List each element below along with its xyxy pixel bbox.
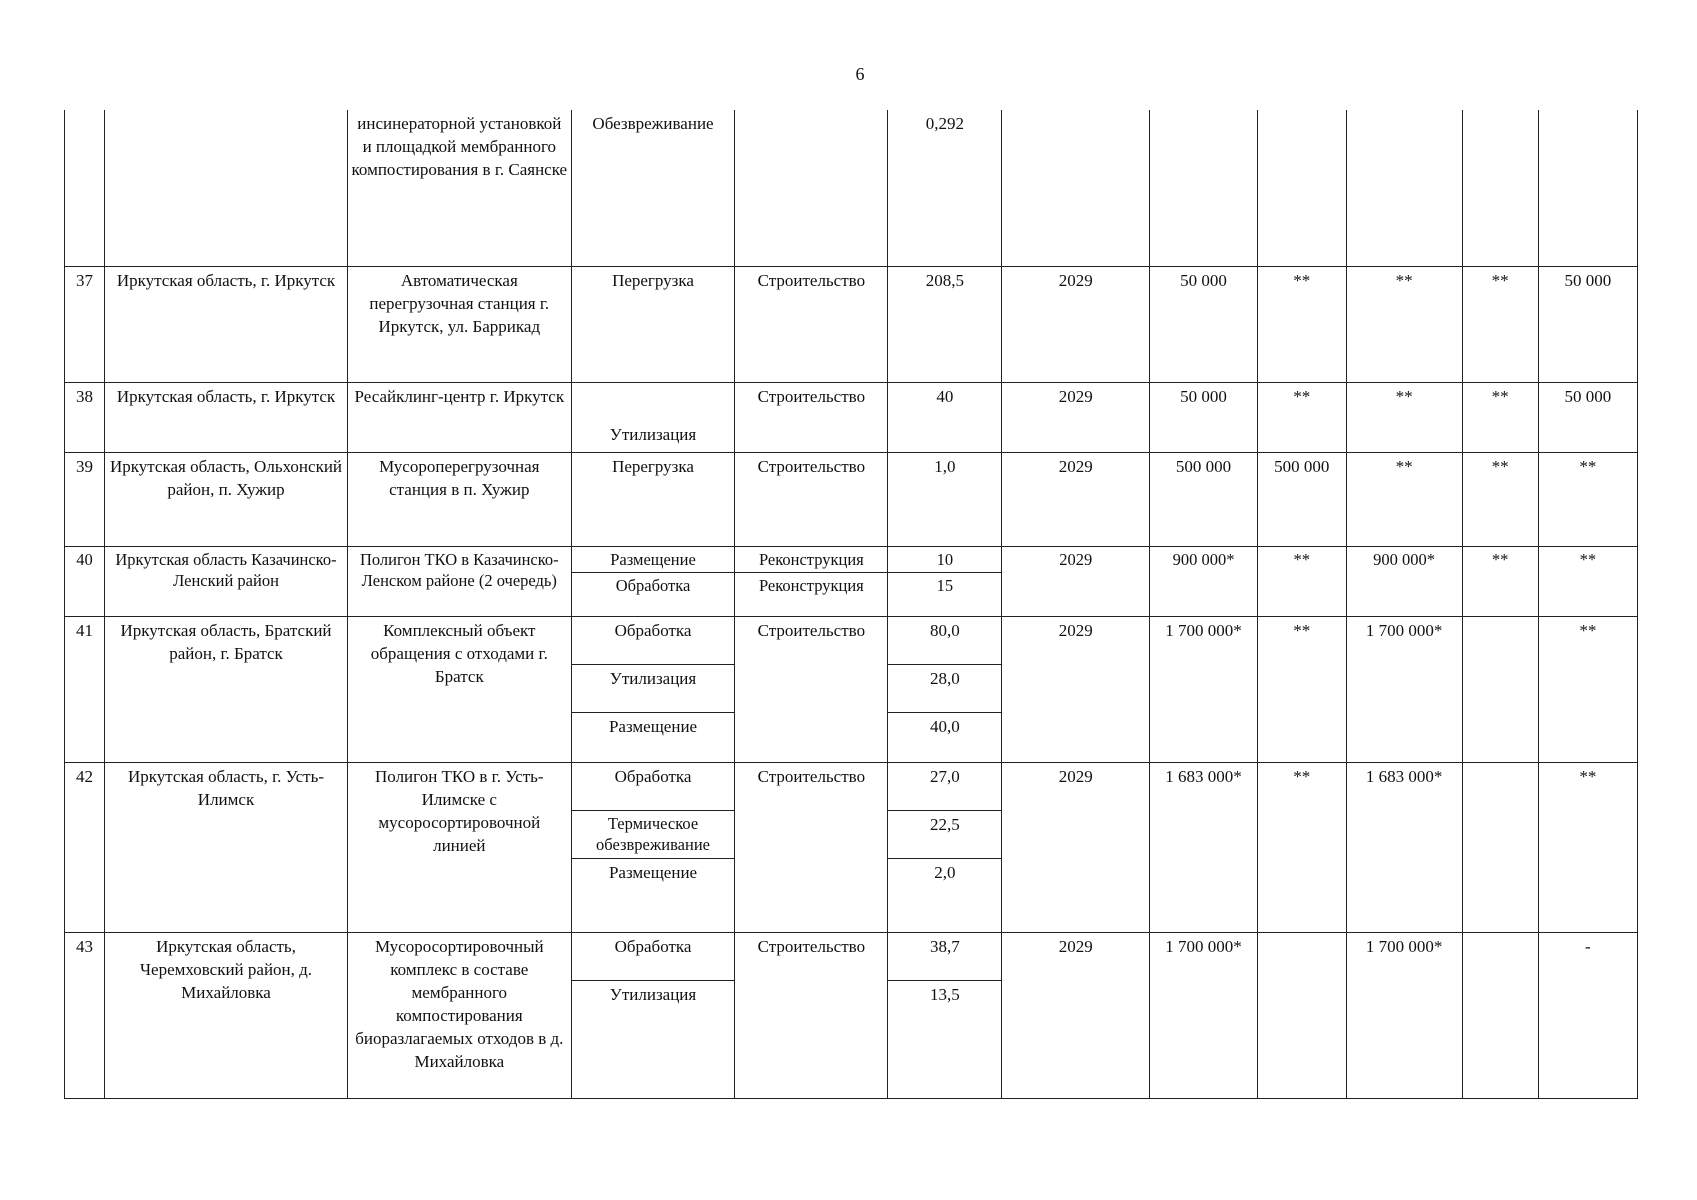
operation-cell: Размещение xyxy=(571,858,735,932)
year-cell: 2029 xyxy=(1002,762,1150,932)
cost-cell-3 xyxy=(1462,110,1538,266)
operation-cell: Утилизация xyxy=(571,382,735,452)
year-cell: 2029 xyxy=(1002,382,1150,452)
total-cost-cell: 50 000 xyxy=(1150,266,1258,382)
total-cost-cell: 900 000* xyxy=(1150,546,1258,616)
capacity-cell: 2,0 xyxy=(888,858,1002,932)
year-cell xyxy=(1002,110,1150,266)
work-type-cell: Строительство xyxy=(735,616,888,762)
capacity-cell: 0,292 xyxy=(888,110,1002,266)
cost-cell-2: 1 700 000* xyxy=(1346,616,1462,762)
total-cost-cell: 1 700 000* xyxy=(1150,932,1258,1098)
capacity-cell: 1,0 xyxy=(888,452,1002,546)
row-number: 39 xyxy=(65,452,105,546)
location-cell: Иркутская область, г. Иркутск xyxy=(105,266,348,382)
cost-cell-3: ** xyxy=(1462,452,1538,546)
cost-cell-4: ** xyxy=(1538,762,1637,932)
cost-cell-3: ** xyxy=(1462,546,1538,616)
table-row xyxy=(65,616,1638,664)
operation-cell: Утилизация xyxy=(571,980,735,1098)
cost-cell-3: ** xyxy=(1462,266,1538,382)
row-number: 38 xyxy=(65,382,105,452)
object-cell: Автоматическая перегрузочная станция г. Иркутск, ул. Баррикад xyxy=(347,266,571,382)
cost-cell-4: ** xyxy=(1538,616,1637,762)
cost-cell-4: ** xyxy=(1538,546,1637,616)
row-number xyxy=(65,110,105,266)
table-row xyxy=(65,452,1638,546)
operation-cell: Утилизация xyxy=(571,664,735,712)
year-cell: 2029 xyxy=(1002,546,1150,616)
operation-cell: Обработка xyxy=(571,572,735,616)
capacity-cell: 27,0 xyxy=(888,762,1002,810)
operation-cell: Перегрузка xyxy=(571,452,735,546)
cost-cell-4: ** xyxy=(1538,452,1637,546)
capacity-cell: 13,5 xyxy=(888,980,1002,1098)
location-cell: Иркутская область, Братский район, г. Братск xyxy=(105,616,348,762)
row-number: 37 xyxy=(65,266,105,382)
cost-cell-2: 1 683 000* xyxy=(1346,762,1462,932)
operation-cell: Размещение xyxy=(571,546,735,572)
object-cell: Мусоросортировочный комплекс в составе мембранного компостирования биоразлагаемых отходов в д. Михайловка xyxy=(347,932,571,1098)
row-number: 43 xyxy=(65,932,105,1098)
cost-cell-4 xyxy=(1538,110,1637,266)
operation-cell: Термическое обезвреживание xyxy=(571,810,735,858)
object-cell: Комплексный объект обращения с отходами г. Братск xyxy=(347,616,571,762)
work-type-cell: Строительство xyxy=(735,266,888,382)
year-cell: 2029 xyxy=(1002,932,1150,1098)
location-cell: Иркутская область, Ольхонский район, п. Хужир xyxy=(105,452,348,546)
cost-cell-1: ** xyxy=(1257,616,1346,762)
capacity-cell: 40,0 xyxy=(888,712,1002,762)
total-cost-cell: 50 000 xyxy=(1150,382,1258,452)
cost-cell-2 xyxy=(1346,110,1462,266)
operation-cell: Перегрузка xyxy=(571,266,735,382)
row-number: 40 xyxy=(65,546,105,616)
cost-cell-1 xyxy=(1257,932,1346,1098)
total-cost-cell xyxy=(1150,110,1258,266)
object-cell: Мусороперегрузочная станция в п. Хужир xyxy=(347,452,571,546)
table-row xyxy=(65,546,1638,572)
operation-cell: Размещение xyxy=(571,712,735,762)
location-cell xyxy=(105,110,348,266)
cost-cell-2: 1 700 000* xyxy=(1346,932,1462,1098)
year-cell: 2029 xyxy=(1002,616,1150,762)
capacity-cell: 10 xyxy=(888,546,1002,572)
cost-cell-3 xyxy=(1462,616,1538,762)
object-cell: Ресайклинг-центр г. Иркутск xyxy=(347,382,571,452)
work-type-cell: Строительство xyxy=(735,452,888,546)
total-cost-cell: 1 700 000* xyxy=(1150,616,1258,762)
facilities-table xyxy=(64,110,1638,1099)
cost-cell-1: ** xyxy=(1257,762,1346,932)
cost-cell-1 xyxy=(1257,110,1346,266)
operation-cell: Обработка xyxy=(571,932,735,980)
table-row xyxy=(65,266,1638,382)
operation-cell: Обработка xyxy=(571,762,735,810)
cost-cell-3 xyxy=(1462,932,1538,1098)
cost-cell-2: ** xyxy=(1346,382,1462,452)
capacity-cell: 40 xyxy=(888,382,1002,452)
row-number: 42 xyxy=(65,762,105,932)
location-cell: Иркутская область, г. Иркутск xyxy=(105,382,348,452)
location-cell: Иркутская область, г. Усть-Илимск xyxy=(105,762,348,932)
location-cell: Иркутская область Казачинско-Ленский район xyxy=(105,546,348,616)
work-type-cell: Строительство xyxy=(735,382,888,452)
cost-cell-1: ** xyxy=(1257,266,1346,382)
capacity-cell: 208,5 xyxy=(888,266,1002,382)
year-cell: 2029 xyxy=(1002,452,1150,546)
location-cell: Иркутская область, Черемховский район, д. Михайловка xyxy=(105,932,348,1098)
total-cost-cell: 500 000 xyxy=(1150,452,1258,546)
object-cell: Полигон ТКО в Казачинско-Ленском районе (2 очередь) xyxy=(347,546,571,616)
work-type-cell: Строительство xyxy=(735,932,888,1098)
cost-cell-4: 50 000 xyxy=(1538,382,1637,452)
cost-cell-3 xyxy=(1462,762,1538,932)
row-number: 41 xyxy=(65,616,105,762)
operation-cell: Обработка xyxy=(571,616,735,664)
work-type-cell: Реконструкция xyxy=(735,572,888,616)
table-row xyxy=(65,932,1638,980)
work-type-cell xyxy=(735,110,888,266)
page-number: 6 xyxy=(855,64,865,84)
cost-cell-2: ** xyxy=(1346,266,1462,382)
object-cell: Полигон ТКО в г. Усть-Илимске с мусоросортировочной линией xyxy=(347,762,571,932)
cost-cell-1: 500 000 xyxy=(1257,452,1346,546)
capacity-cell: 15 xyxy=(888,572,1002,616)
operation-cell: Обезвреживание xyxy=(571,110,735,266)
cost-cell-2: 900 000* xyxy=(1346,546,1462,616)
cost-cell-4: 50 000 xyxy=(1538,266,1637,382)
object-cell: инсинераторной установкой и площадкой мембранного компостирования в г. Саянске xyxy=(347,110,571,266)
work-type-cell: Строительство xyxy=(735,762,888,932)
table-row xyxy=(65,382,1638,452)
work-type-cell: Реконструкция xyxy=(735,546,888,572)
cost-cell-3: ** xyxy=(1462,382,1538,452)
table-row xyxy=(65,110,1638,266)
year-cell: 2029 xyxy=(1002,266,1150,382)
capacity-cell: 80,0 xyxy=(888,616,1002,664)
cost-cell-2: ** xyxy=(1346,452,1462,546)
capacity-cell: 28,0 xyxy=(888,664,1002,712)
capacity-cell: 38,7 xyxy=(888,932,1002,980)
total-cost-cell: 1 683 000* xyxy=(1150,762,1258,932)
cost-cell-1: ** xyxy=(1257,382,1346,452)
cost-cell-1: ** xyxy=(1257,546,1346,616)
capacity-cell: 22,5 xyxy=(888,810,1002,858)
table-row xyxy=(65,762,1638,810)
cost-cell-4: - xyxy=(1538,932,1637,1098)
